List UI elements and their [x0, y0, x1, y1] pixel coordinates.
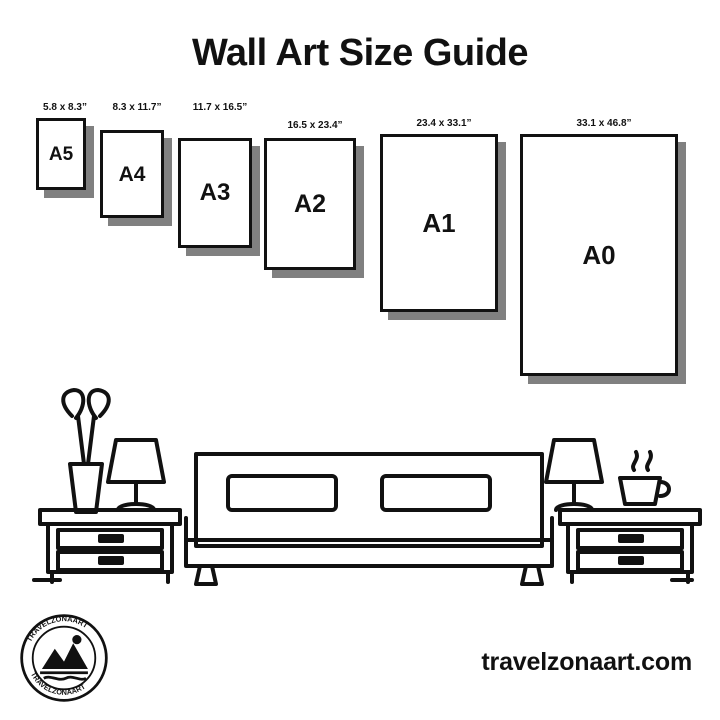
left-table-lamp	[108, 440, 164, 510]
right-nightstand	[560, 510, 700, 582]
frame-box-a5	[36, 118, 86, 190]
website-url: travelzonaart.com	[481, 648, 692, 676]
frame-item-a5	[36, 102, 94, 198]
frame-item-a0	[520, 118, 688, 384]
right-table-lamp	[546, 440, 602, 510]
frame-box-a3	[178, 138, 252, 248]
frame-item-a3	[178, 102, 262, 256]
frame-size-label-a3: 11.7 x 16.5”	[192, 102, 248, 113]
frame-size-label-a0: 33.1 x 46.8”	[576, 118, 632, 129]
frame-item-a1	[380, 118, 508, 320]
frame-item-a2	[264, 120, 366, 278]
frame-box-a1	[380, 134, 498, 312]
logo-brand-text-bottom: TRAVELZONAART	[28, 670, 88, 697]
frame-size-label-a4: 8.3 x 11.7”	[112, 102, 162, 113]
logo-brand-text-top: TRAVELZONAART	[24, 614, 90, 644]
page-title: Wall Art Size Guide	[191, 32, 529, 74]
potted-plant	[63, 390, 109, 512]
mountain-circle-logo	[40, 635, 88, 679]
frame-box-a0	[520, 134, 678, 376]
frame-name-a5: A5	[48, 143, 74, 165]
frame-name-a0: A0	[582, 240, 616, 270]
frame-item-a4	[100, 102, 174, 226]
bedroom-scene	[0, 378, 720, 608]
frame-name-a1: A1	[422, 208, 456, 238]
coffee-cup	[620, 452, 669, 504]
frame-size-label-a5: 5.8 x 8.3”	[43, 102, 87, 113]
frame-name-a3: A3	[199, 179, 231, 206]
frame-size-label-a2: 16.5 x 23.4”	[287, 120, 343, 131]
bed	[186, 454, 552, 584]
frame-size-label-a1: 23.4 x 33.1”	[416, 118, 472, 129]
brand-logo	[18, 612, 110, 704]
frame-box-a4	[100, 130, 164, 218]
frame-name-a2: A2	[294, 189, 326, 218]
frame-box-a2	[264, 138, 356, 270]
frame-name-a4: A4	[118, 162, 146, 186]
left-nightstand	[40, 510, 180, 582]
